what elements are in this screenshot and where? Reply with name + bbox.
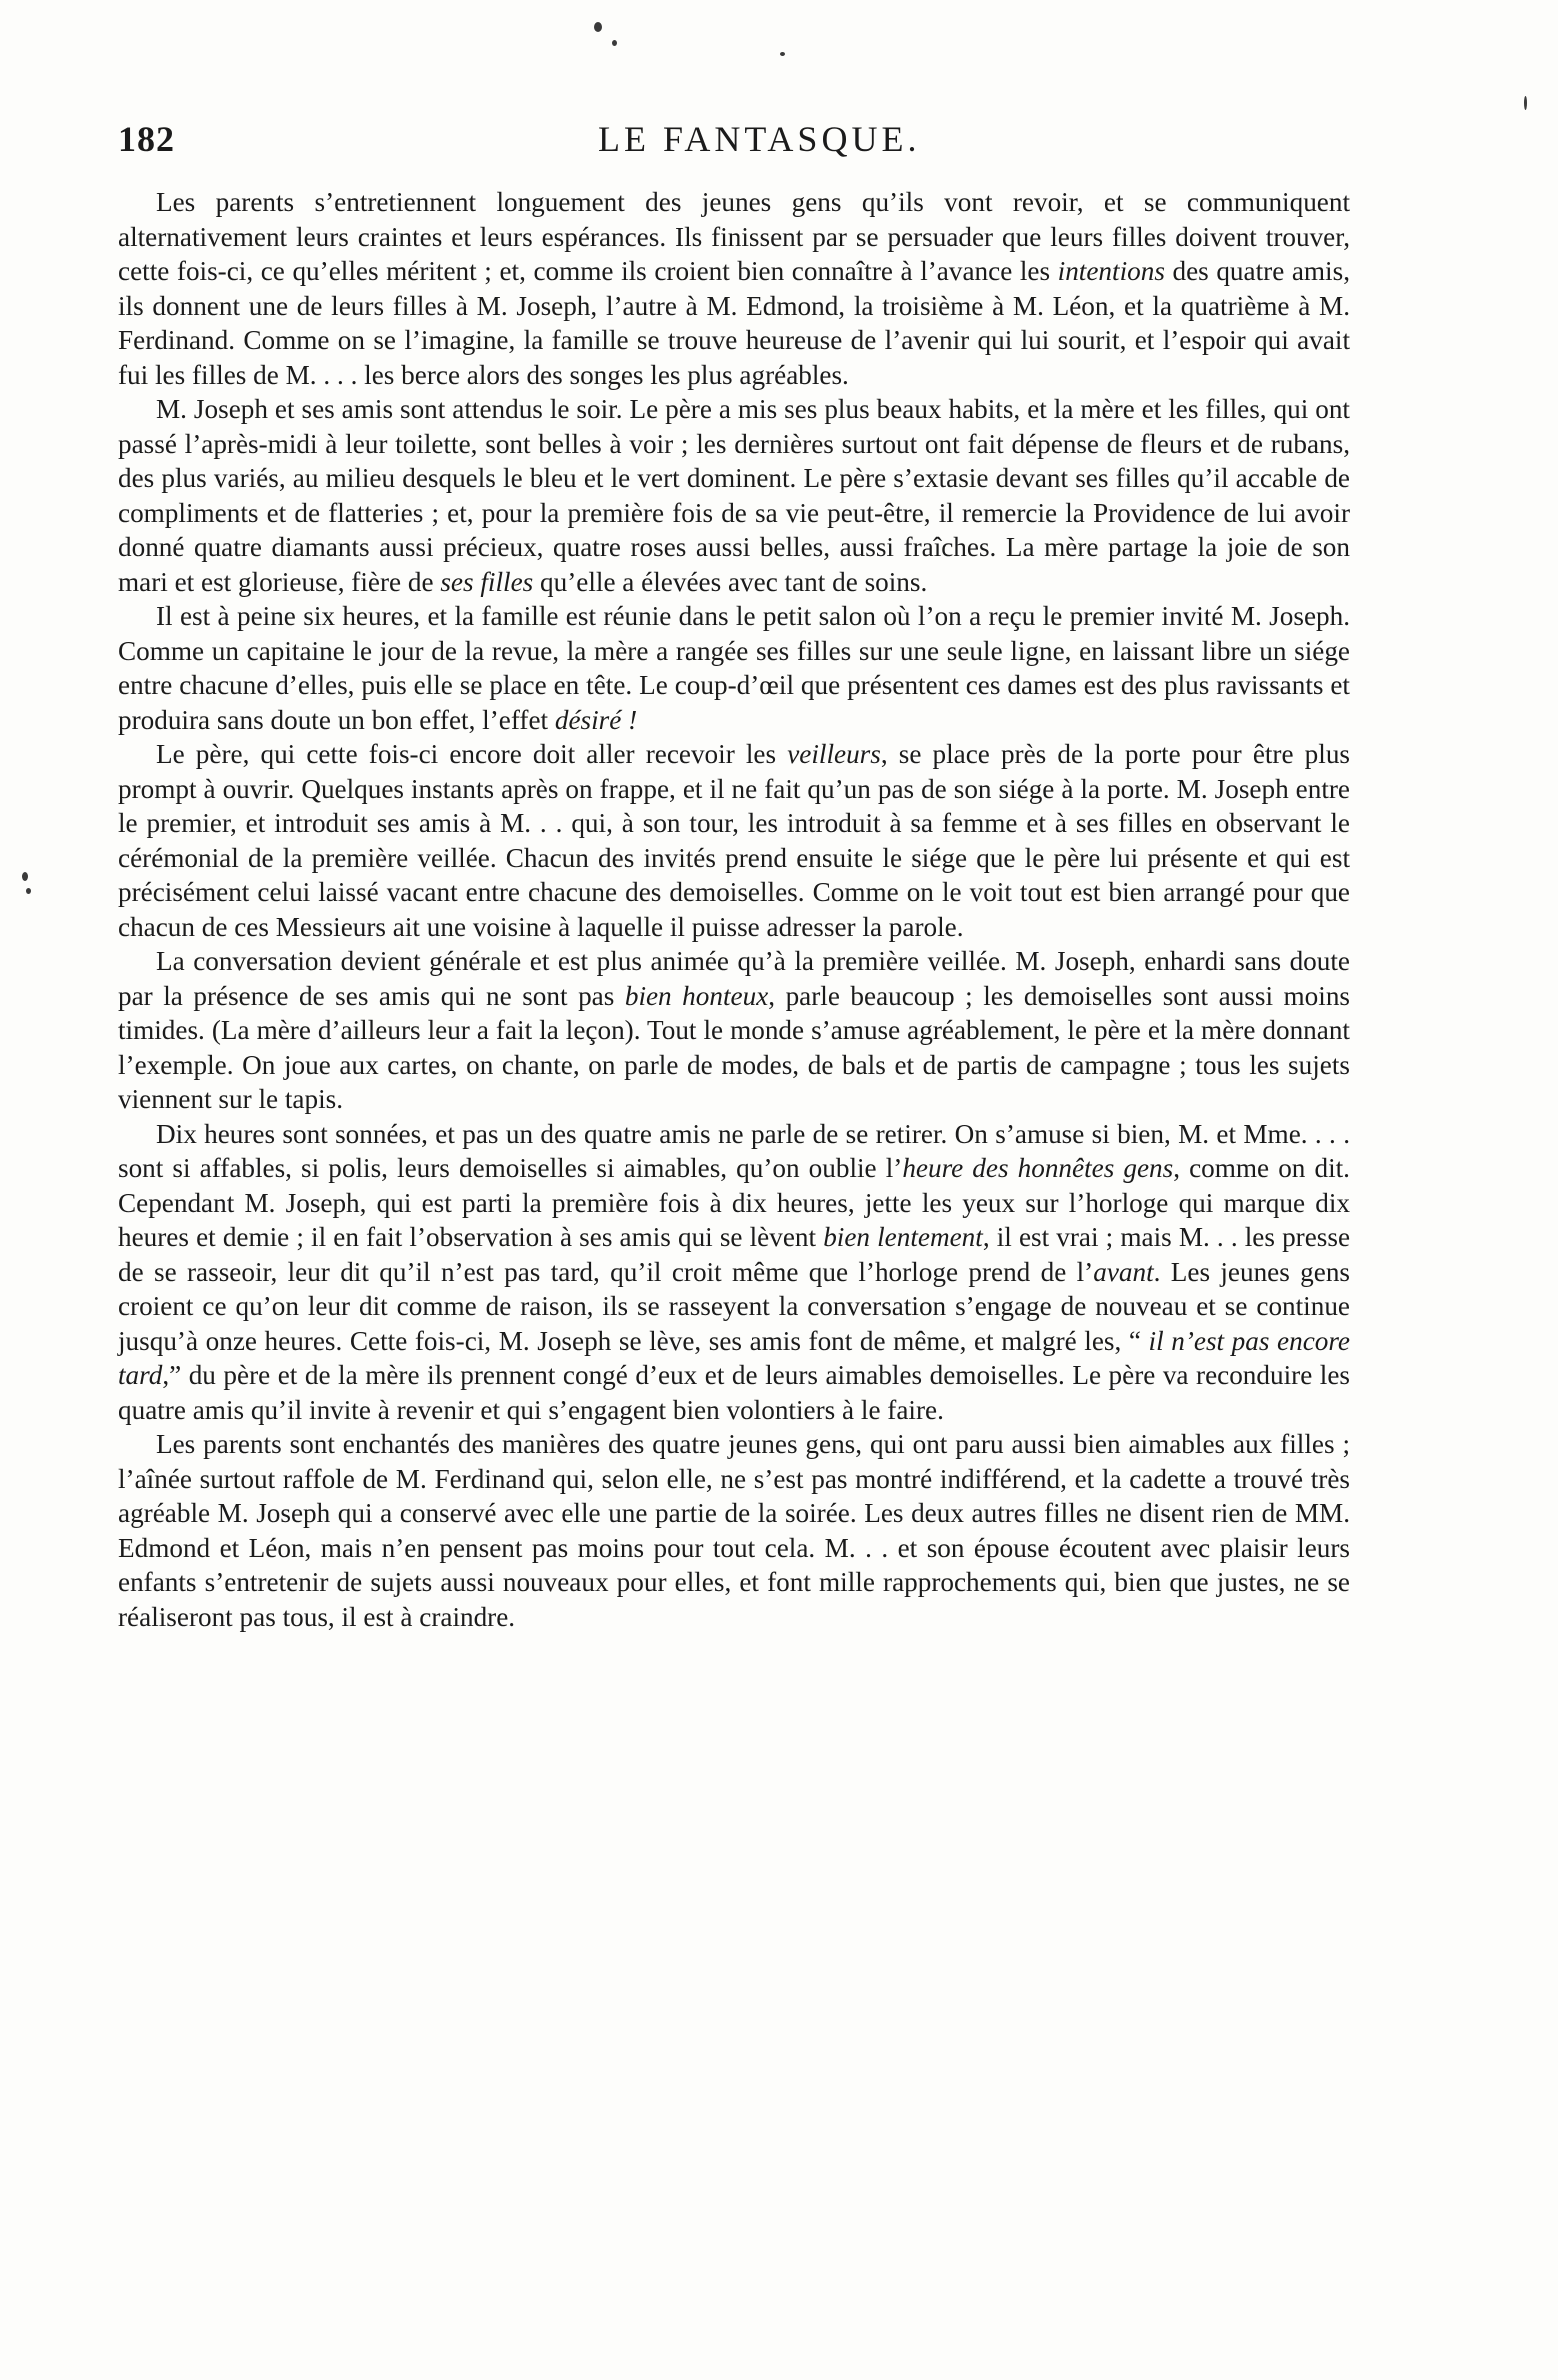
paragraph-5 [118, 944, 1350, 1117]
journal-title: LE FANTASQUE. [598, 119, 921, 159]
paragraph-3 [118, 599, 1350, 737]
scan-speck [22, 872, 28, 881]
text-run: M. Joseph et ses amis sont attendus le soir. Le père a mis ses plus beaux habits, et la mère et les filles, qui ont passé l’après-midi à leur toilette, sont belles à voir ; les dernières surtout ont fait dépense de fleurs et de rubans, des plus variés, au milieu desquels le bleu et le vert dominent. Le père s’extasie devant ses filles qu’il accable de compliments et de flatteries ; et, pour la première fois de sa vie peut-être, il remercie la Providence de lui avoir donné quatre diamants aussi précieux, quatre roses aussi belles, aussi fraîches. La mère partage la joie de son mari et est glorieuse, fière de [118, 394, 1350, 597]
text-run: qu’elle a élevées avec tant de soins. [533, 566, 928, 597]
italic-run: ses filles [440, 566, 534, 597]
italic-run: désiré ! [554, 704, 638, 735]
italic-run: veilleurs [787, 739, 881, 769]
paragraph-2 [118, 392, 1350, 599]
italic-run: heure des honnêtes gens [902, 1153, 1174, 1183]
text-run: des quatre amis, ils donnent une de leurs filles à M. Joseph, l’autre à M. Edmond, la troisième à M. Léon, et la quatrième à M. Ferdinand. Comme on se l’imagine, la famille se trouve heureuse de l’avenir qui lui sourit, et l’espoir qui avait fui les filles de M. . . . les berce alors des songes les plus agréables. [118, 256, 1350, 390]
paragraph-4 [118, 737, 1350, 944]
text-run: ,” du père et de la mère ils prennent congé d’eux et de leurs aimables demoiselles. Le père va reconduire les quatre amis qu’il invite à revenir et qui s’engagent bien volontiers à le faire. [118, 1360, 1350, 1425]
text-run: . Les jeunes gens croient ce qu’on leur dit comme de raison, ils se rasseyent la conversation s’engage de nouveau et se continue jusqu’à onze heures. Cette fois-ci, M. Joseph se lève, ses amis font de même, et malgré les, “ [118, 1256, 1350, 1356]
text-run: Les parents sont enchantés des manières des quatre jeunes gens, qui ont paru aussi bien aimables aux filles ; l’aînée surtout raffole de M. Ferdinand qui, selon elle, ne s’est pas montré indifférend, et la cadette a trouvé très agréable M. Joseph qui a conservé avec elle une partie de la soirée. Les deux autres filles ne disent rien de MM. Edmond et Léon, mais n’en pensent pas moins pour tout cela. M. . . et son épouse écoutent avec plaisir leurs enfants s’entretenir de sujets aussi nouveaux pour elles, et font mille rapprochements qui, bien que justes, ne se réaliseront pas tous, il est à craindre. [118, 1429, 1350, 1632]
italic-run: bien lentement [823, 1222, 983, 1252]
page-number: 182 [118, 119, 175, 159]
text-run: Le père, qui cette fois-ci encore doit aller recevoir les [156, 739, 788, 769]
italic-run: intentions [1057, 256, 1165, 286]
text-run: , il est vrai ; mais M. . . les presse de se rasseoir, leur dit qu’il n’est pas tard, qu’il croit même que l’horloge prend de l’ [118, 1222, 1351, 1287]
text-run: , parle beaucoup ; les demoiselles sont aussi moins timides. (La mère d’ailleurs leur a fait la leçon). Tout le monde s’amuse agréablement, le père et la mère donnant l’exemple. On joue aux cartes, on chante, on parle de modes, de bals et de partis de campagne ; tous les sujets viennent sur le tapis. [118, 980, 1350, 1114]
text-run: , se place près de la porte pour être plus prompt à ouvrir. Quelques instants après on frappe, et il ne fait qu’un pas de son siége à la porte. M. Joseph entre le premier, et introduit ses amis à M. . . qui, à son tour, les introduit à sa femme et à ses filles en observant le cérémonial de la première veillée. Chacun des invités prend ensuite le siége que le père lui présente et qui est précisément celui laissé vacant entre chacune des demoiselles. Comme on le voit tout est bien arrangé pour que chacun de ces Messieurs ait une voisine à laquelle il puisse adresser la parole. [118, 739, 1350, 942]
italic-run: il n’est pas encore tard [118, 1325, 1350, 1390]
text-run: Il est à peine six heures, et la famille est réunie dans le petit salon où l’on a reçu le premier invité M. Joseph. Comme un capitaine le jour de la revue, la mère a rangée ses filles sur une seule ligne, en laissant libre un siége entre chacune d’elles, puis elle se place en tête. Le coup-d’œil que présentent ces dames est des plus ravissants et produira sans doute un bon effet, l’effet [118, 601, 1350, 735]
text-run: La conversation devient générale et est plus animée qu’à la première veillée. M. Joseph, enhardi sans doute par la présence de ses amis qui ne sont pas [118, 946, 1350, 1011]
running-head [118, 118, 1348, 168]
text-run: Dix heures sont sonnées, et pas un des quatre amis ne parle de se retirer. On s’amuse si bien, M. et Mme. . . . sont si affables, si polis, leurs demoiselles si aimables, qu’on oublie l’ [118, 1118, 1350, 1183]
body-text [118, 185, 1350, 1634]
scan-speck [612, 40, 617, 46]
paragraph-6 [118, 1117, 1350, 1428]
scan-speck [594, 22, 602, 32]
scan-speck [780, 52, 785, 56]
paragraph-1 [118, 185, 1350, 392]
scan-speck [26, 888, 31, 894]
text-run: , comme on dit. Cependant M. Joseph, qui est parti la première fois à dix heures, jette les yeux sur l’horloge qui marque dix heures et demie ; il en fait l’observation à ses amis qui se lèvent [118, 1153, 1350, 1252]
italic-run: bien honteux [624, 980, 769, 1011]
italic-run: avant [1093, 1256, 1154, 1287]
scan-speck [1524, 96, 1527, 110]
text-run: Les parents s’entretiennent longuement des jeunes gens qu’ils vont revoir, et se communiquent alternativement leurs craintes et leurs espérances. Ils finissent par se persuader que leurs filles doivent trouver, cette fois-ci, ce qu’elles méritent ; et, comme ils croient bien connaître à l’avance les [118, 187, 1350, 286]
paragraph-7 [118, 1427, 1350, 1634]
